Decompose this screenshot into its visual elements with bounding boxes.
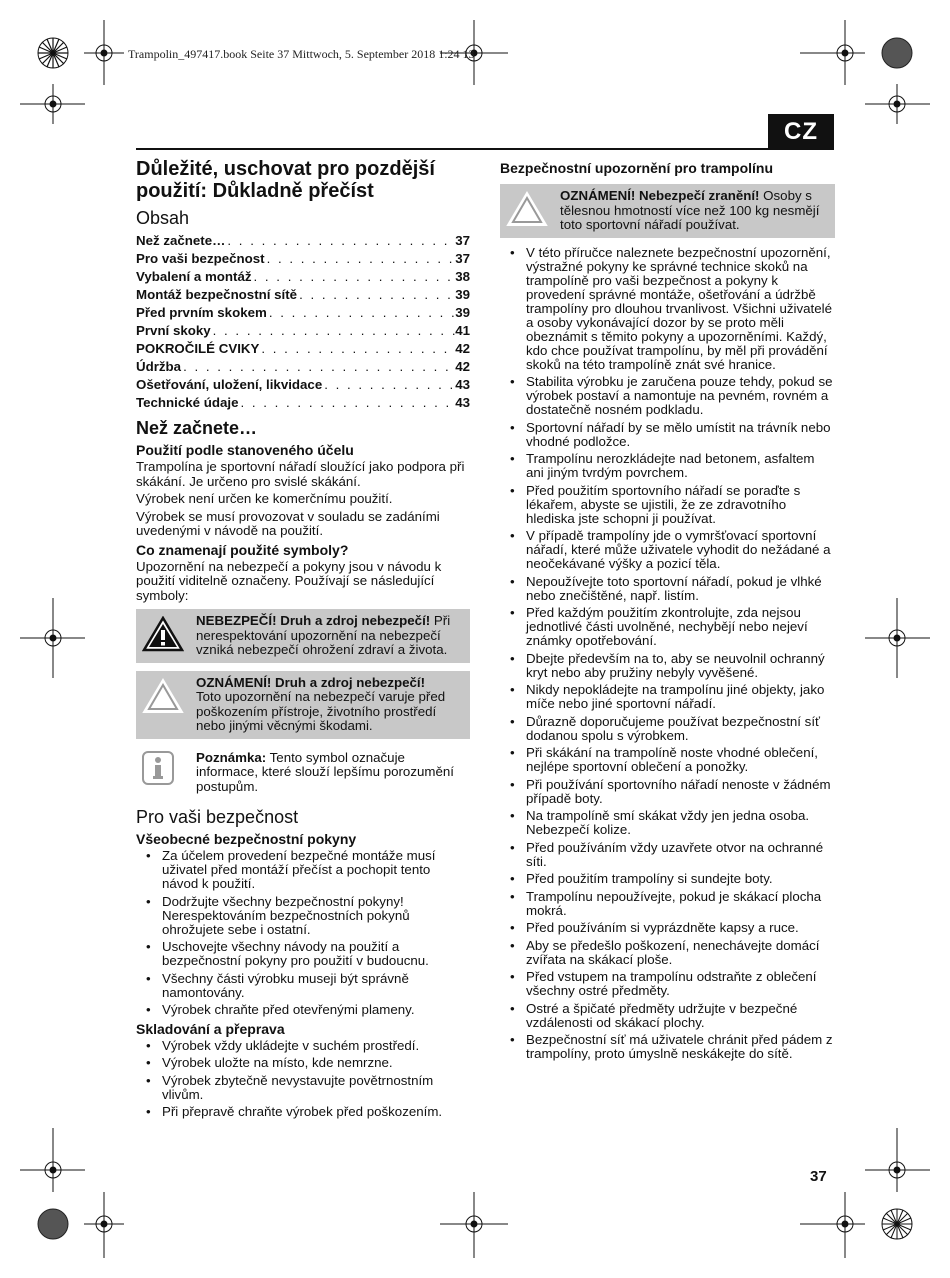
left-column	[136, 156, 470, 1123]
color-target-icon	[882, 1209, 912, 1239]
list-item: • Před vstupem na trampolínu odstraňte z oblečení všechny ostré předměty.	[500, 970, 835, 998]
toc-entry	[136, 268, 470, 286]
registration-mark-icon	[20, 1128, 85, 1192]
right-column	[500, 156, 835, 1065]
toc-leader	[252, 268, 456, 286]
list-item: • Bezpečnostní síť má uživatele chránit před pádem z trampolíny, proto úmyslně neskákejte do sítě.	[500, 1033, 835, 1061]
registration-mark-icon	[800, 1192, 865, 1258]
paragraph: Trampolína je sportovní nářadí sloužící jako podpora při skákání. Je určeno pro svislé skákání.	[136, 459, 465, 489]
list-item: • Všechny části výrobku museji být správně namontovány.	[136, 972, 470, 1000]
toc-leader	[259, 340, 455, 358]
list-item: • Ostré a špičaté předměty udržujte v bezpečné vzdálenosti od skákací plochy.	[500, 1002, 835, 1030]
toc-entry-page: 42	[455, 341, 470, 356]
toc-entry-page: 39	[455, 305, 470, 320]
toc-entry	[136, 322, 470, 340]
list-item: • Nikdy nepokládejte na trampolínu jiné objekty, jako míče nebo jiné sportovní nářadí.	[500, 683, 835, 711]
toc-entry	[136, 358, 470, 376]
toc-entry-title: První skoky	[136, 323, 211, 338]
toc-entry	[136, 250, 470, 268]
language-tab: CZ	[768, 114, 834, 150]
toc-entry	[136, 340, 470, 358]
list-item: • Na trampolíně smí skákat vždy jen jedna osoba. Nebezpečí kolize.	[500, 809, 835, 837]
toc-entry	[136, 286, 470, 304]
danger-box	[136, 609, 470, 663]
registration-mark-icon	[440, 1192, 508, 1258]
notice-text: Toto upozornění na nebezpečí varuje před poškozením přístroje, životního prostředí nebo jinými věcnými škodami.	[196, 689, 446, 733]
list-item: • Před každým použitím zkontrolujte, zda nejsou jednotlivé části uvolněné, nechybějí nebo nejeví známky opotřebování.	[500, 606, 835, 648]
list-item: • Za účelem provedení bezpečné montáže musí uživatel před montáží přečíst a pochopit tento návod k použití.	[136, 849, 470, 891]
registration-mark-icon	[865, 1128, 930, 1192]
danger-label: NEBEZPEČÍ! Druh a zdroj nebezpečí!	[196, 613, 431, 628]
subheading-symbols: Co znamenají použité symboly?	[136, 541, 349, 558]
list-item: • Uschovejte všechny návody na použití a bezpečnostní pokyny pro použití v budoucnu.	[136, 940, 470, 968]
toc-entry-title: Než začnete…	[136, 233, 226, 248]
list-item: • Důrazně doporučujeme používat bezpečnostní síť dodanou spolu s výrobkem.	[500, 715, 835, 743]
warning-triangle-icon	[142, 614, 184, 658]
toc-leader	[181, 358, 455, 376]
page-title: Důležité, uschovat pro pozdější použití: Důkladně přečíst	[136, 158, 435, 202]
paragraph: Upozornění na nebezpečí a pokyny jsou v návodu k použití viditelně označeny. Používají se následující symboly:	[136, 558, 442, 603]
list-item: • Dbejte především na to, aby se neuvolnil ochranný kryt nebo aby pružiny nebyly vyvěšené.	[500, 652, 835, 680]
notice-text: Osoby s tělesnou hmotností více než 100 kg nesmějí toto sportovní nářadí používat.	[560, 188, 820, 232]
toc-entry	[136, 376, 470, 394]
toc-entry-title: Před prvním skokem	[136, 305, 267, 320]
paragraph: Výrobek se musí provozovat v souladu se zadáními uvedenými v návodě na použití.	[136, 508, 440, 538]
toc-entry-title: Údržba	[136, 359, 182, 374]
toc-entry-title: Pro vaši bezpečnost	[136, 251, 265, 266]
header-rule	[136, 148, 834, 150]
registration-mark-icon	[84, 20, 124, 85]
toc-entry-page: 43	[455, 377, 470, 392]
toc-leader	[211, 322, 456, 340]
color-target-icon	[882, 38, 912, 68]
toc-entry-page: 37	[455, 251, 470, 266]
toc-entry	[136, 232, 470, 250]
notice-box-injury	[500, 184, 835, 238]
toc-entry-page: 37	[455, 233, 470, 248]
registration-mark-icon	[865, 598, 930, 678]
registration-mark-icon	[84, 1192, 124, 1258]
notice-label: OZNÁMENÍ! Druh a zdroj nebezpečí!	[196, 674, 426, 690]
notice-label: OZNÁMENÍ! Nebezpečí zranění!	[560, 188, 760, 203]
registration-mark-icon	[20, 598, 85, 678]
list-item: • Trampolínu nerozkládejte nad betonem, asfaltem ani jiným tvrdým povrchem.	[500, 452, 835, 480]
notice-triangle-icon	[506, 189, 548, 233]
note-box	[136, 747, 470, 802]
list-item: • Před používáním vždy uzavřete otvor na ochranné síti.	[500, 841, 835, 869]
trampoline-safety-heading: Bezpečnostní upozornění pro trampolínu	[500, 160, 773, 176]
color-target-icon	[38, 1209, 68, 1239]
toc-entry-page: 43	[455, 395, 470, 410]
color-target-icon	[38, 38, 68, 68]
info-note-icon	[142, 751, 178, 798]
toc-entry-page: 39	[455, 287, 470, 302]
toc-entry-title: Ošetřování, uložení, likvidace	[136, 377, 323, 392]
subheading-intended-use: Použití podle stanoveného účelu	[136, 442, 354, 458]
section-heading-before: Než začnete…	[136, 418, 258, 438]
list-item: • Výrobek uložte na místo, kde nemrzne.	[136, 1056, 470, 1070]
toc-leader	[322, 376, 455, 394]
table-of-contents	[136, 232, 470, 412]
trampoline-safety-list	[500, 246, 835, 1062]
list-item: • V případě trampolíny jde o vymršťovací sportovní nářadí, které může uživatele vyhodit do nežádané a neočekávané výšky a pozicí těla.	[500, 529, 835, 571]
toc-leader	[225, 232, 455, 250]
list-item: • Nepoužívejte toto sportovní nářadí, pokud je vlhké nebo znečištěné, např. listím.	[500, 575, 835, 603]
notice-box	[136, 671, 470, 739]
subheading-general: Všeobecné bezpečnostní pokyny	[136, 831, 357, 847]
toc-entry-title: Technické údaje	[136, 395, 239, 410]
toc-leader	[297, 286, 455, 304]
toc-entry	[136, 304, 470, 322]
list-item: • Výrobek vždy ukládejte v suchém prostředí.	[136, 1039, 470, 1053]
list-item: • Aby se předešlo poškození, nenechávejte domácí zvířata na skákací ploše.	[500, 939, 835, 967]
list-item: • Výrobek zbytečně nevystavujte povětrnostním vlivům.	[136, 1074, 470, 1102]
toc-entry-title: Vybalení a montáž	[136, 269, 252, 284]
list-item: • Výrobek chraňte před otevřenými plameny.	[136, 1003, 470, 1017]
danger-text: Při nerespektování upozornění na nebezpečí vzniká nebezpečí ohrožení zdraví a života.	[196, 613, 451, 657]
toc-entry-title: Montáž bezpečnostní sítě	[136, 287, 298, 302]
list-item: • Dodržujte všechny bezpečnostní pokyny! Nerespektováním bezpečnostních pokynů ohrožujete sebe i ostatní.	[136, 895, 470, 937]
subheading-storage: Skladování a přeprava	[136, 1020, 285, 1037]
toc-heading: Obsah	[136, 208, 190, 228]
note-label: Poznámka:	[196, 749, 267, 765]
list-item: • Při přepravě chraňte výrobek před poškozením.	[136, 1105, 470, 1119]
list-item: • Stabilita výrobku je zaručena pouze tehdy, pokud se výrobek postaví a namontuje na pevném, rovném a dostatečně nosném podkladu.	[500, 375, 835, 417]
page-number: 37	[810, 1168, 827, 1185]
toc-leader	[267, 304, 455, 322]
toc-entry-title: POKROČILÉ CVIKY	[136, 341, 260, 356]
registration-mark-icon	[20, 84, 85, 124]
toc-entry	[136, 394, 470, 412]
toc-leader	[265, 250, 456, 268]
general-safety-list	[136, 849, 470, 1017]
toc-entry-page: 42	[455, 359, 470, 374]
notice-triangle-icon	[142, 676, 184, 734]
list-item: • Před používáním si vyprázdněte kapsy a ruce.	[500, 921, 835, 935]
list-item: • Před použitím sportovního nářadí se poraďte s lékařem, abyste se ujistili, že ze zdravotního hlediska jste schopni ji používat.	[500, 484, 835, 526]
registration-mark-icon	[865, 84, 930, 124]
paragraph: Výrobek není určen ke komerčnímu použití.	[136, 491, 393, 506]
list-item: • Při používání sportovního nářadí nenoste v žádném případě boty.	[500, 778, 835, 806]
list-item: • Sportovní nářadí by se mělo umístit na trávník nebo vhodné podložce.	[500, 421, 835, 449]
toc-entry-page: 38	[455, 269, 470, 284]
list-item: • Před použitím trampolíny si sundejte boty.	[500, 872, 835, 886]
list-item: • V této příručce naleznete bezpečnostní upozornění, výstražné pokyny ke správné technice skoků na trampolíně pro vaši bezpečnost a pokyny k provedení správné montáže, ošetřování a údržbě trampolíny pro dlouhou trvanlivost. Všichni uživatelé a osoby vykonávající dozor by se proto měli obeznámit s těmito pokyny a upozorněními. Každý, kdo chce používat trampolínu, by měl při provádění skoků na této trampolíně znát své hranice.	[500, 246, 835, 372]
storage-list	[136, 1039, 470, 1120]
note-text: Tento symbol označuje informace, které slouží lepšímu porozumění postupům.	[196, 749, 454, 794]
file-info: Trampolin_497417.book Seite 37 Mittwoch, 5. September 2018 1:24 13	[128, 47, 475, 61]
section-heading-safety: Pro vaši bezpečnost	[136, 807, 299, 827]
toc-entry-page: 41	[455, 323, 470, 338]
list-item: • Při skákání na trampolíně noste vhodné oblečení, nejlépe sportovní oblečení a ponožky.	[500, 746, 835, 774]
toc-leader	[238, 394, 455, 412]
registration-mark-icon	[800, 20, 865, 85]
list-item: • Trampolínu nepoužívejte, pokud je skákací plocha mokrá.	[500, 890, 835, 918]
